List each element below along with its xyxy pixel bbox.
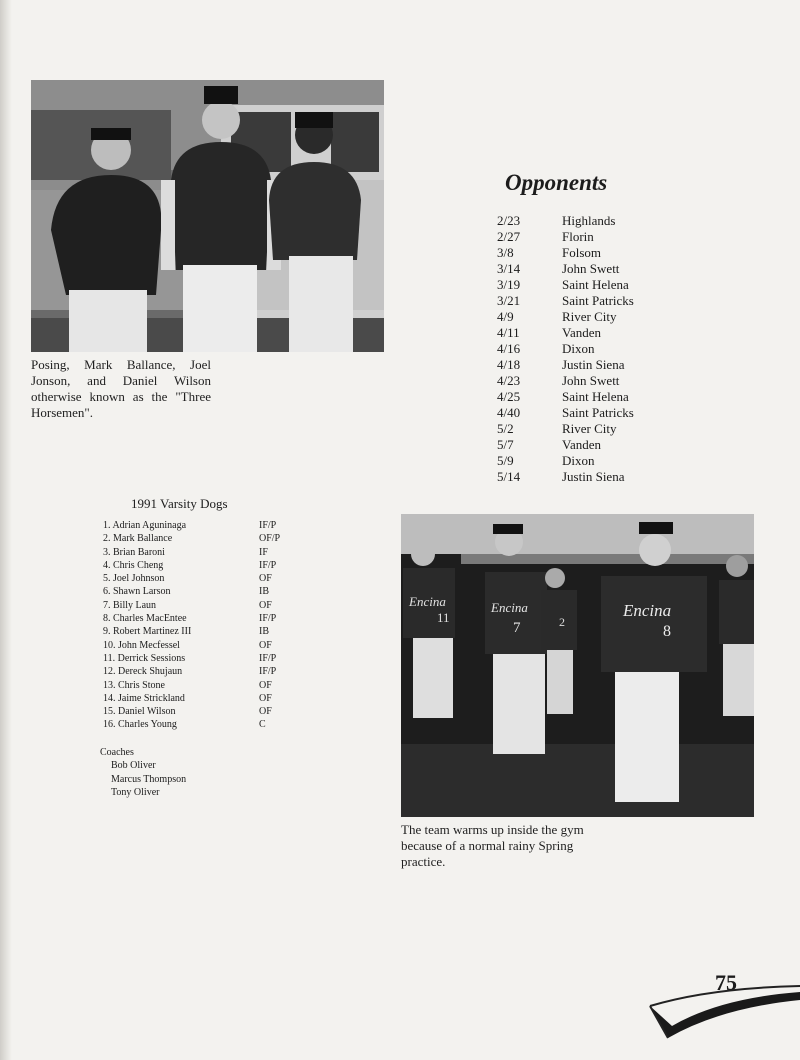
coach-name: Marcus Thompson xyxy=(111,773,187,785)
opponent-team: Dixon xyxy=(562,453,595,468)
bottom-photo-caption: The team warms up inside the gym because of a normal rainy Spring practice. xyxy=(401,822,584,869)
coach-name: Tony Oliver xyxy=(111,786,160,798)
opponent-team: River City xyxy=(562,309,617,324)
roster-row xyxy=(103,546,280,559)
coaches-list xyxy=(100,746,186,799)
player-name: 15. Daniel Wilson xyxy=(103,706,176,718)
schedule-row xyxy=(497,213,634,229)
game-date: 4/18 xyxy=(497,357,521,372)
coach-name: Bob Oliver xyxy=(111,760,156,772)
player-position: OF xyxy=(259,692,272,704)
jersey-team-name: Encina xyxy=(491,600,528,615)
game-date: 4/9 xyxy=(497,309,514,324)
game-date: 4/23 xyxy=(497,373,521,388)
player-name: 3. Brian Baroni xyxy=(103,546,165,558)
three-horsemen-photo xyxy=(31,80,384,352)
roster-row xyxy=(103,585,280,598)
game-date: 5/7 xyxy=(497,437,514,452)
schedule-row xyxy=(497,325,634,341)
page-binding-shadow xyxy=(0,0,12,1060)
varsity-roster xyxy=(103,519,280,732)
player-position: IF/P xyxy=(259,559,277,571)
roster-row xyxy=(103,639,280,652)
game-date: 4/25 xyxy=(497,389,521,404)
player-name: 12. Dereck Shujaun xyxy=(103,666,183,678)
schedule-row xyxy=(497,357,634,373)
player-name: 8. Charles MacEntee xyxy=(103,613,187,625)
jersey-number: 7 xyxy=(513,620,521,636)
player-position: OF xyxy=(259,639,272,651)
roster-row xyxy=(103,692,280,705)
schedule-row xyxy=(497,373,634,389)
opponent-team: Vanden xyxy=(562,437,601,452)
player-name: 11. Derrick Sessions xyxy=(103,652,186,664)
opponent-team: John Swett xyxy=(562,261,620,276)
schedule-row xyxy=(497,245,634,261)
schedule-row xyxy=(497,453,634,469)
game-date: 4/11 xyxy=(497,325,520,340)
roster-row xyxy=(103,679,280,692)
opponent-team: Saint Patricks xyxy=(562,293,634,308)
player-name: 16. Charles Young xyxy=(103,719,177,731)
roster-row xyxy=(103,625,280,638)
player-position: IF/P xyxy=(259,520,277,531)
player-name: 5. Joel Johnson xyxy=(103,573,165,585)
player-name: 6. Shawn Larson xyxy=(103,586,171,598)
player-position: IF/P xyxy=(259,613,277,625)
page-number: 75 xyxy=(715,970,737,995)
schedule-row xyxy=(497,277,634,293)
schedule-row xyxy=(497,309,634,325)
roster-row xyxy=(103,559,280,572)
player-position: IF/P xyxy=(259,666,277,678)
schedule-row xyxy=(497,341,634,357)
schedule-row xyxy=(497,229,634,245)
opponents-schedule xyxy=(497,213,634,485)
player-name: 4. Chris Cheng xyxy=(103,559,164,571)
opponent-team: Florin xyxy=(562,229,594,244)
roster-title: 1991 Varsity Dogs xyxy=(131,496,228,511)
opponent-team: Saint Patricks xyxy=(562,405,634,420)
jersey-number: 11 xyxy=(437,610,450,625)
game-date: 5/14 xyxy=(497,469,521,484)
game-date: 2/27 xyxy=(497,229,521,244)
player-position: OF xyxy=(259,706,272,718)
schedule-row xyxy=(497,469,634,485)
opponents-title: Opponents xyxy=(505,170,608,195)
jersey-team-name: Encina xyxy=(623,601,672,620)
schedule-row xyxy=(497,405,634,421)
player-position: OF xyxy=(259,599,272,611)
game-date: 5/9 xyxy=(497,453,514,468)
schedule-row xyxy=(497,389,634,405)
page-swoosh-graphic xyxy=(640,980,800,1046)
roster-row xyxy=(103,599,280,612)
roster-row xyxy=(103,532,280,545)
opponent-team: Saint Helena xyxy=(562,277,629,292)
player-position: C xyxy=(259,719,266,731)
player-name: 14. Jaime Strickland xyxy=(103,692,185,704)
opponent-team: Saint Helena xyxy=(562,389,629,404)
schedule-row xyxy=(497,293,634,309)
opponent-team: River City xyxy=(562,421,617,436)
opponent-team: Dixon xyxy=(562,341,595,356)
opponent-team: Vanden xyxy=(562,325,601,340)
jersey-team-name: Encina xyxy=(409,594,446,609)
roster-row xyxy=(103,718,280,731)
game-date: 2/23 xyxy=(497,213,521,228)
jersey-number: 8 xyxy=(663,623,671,640)
player-position: OF xyxy=(259,679,272,691)
player-name: 9. Robert Martinez III xyxy=(103,626,192,638)
schedule-row xyxy=(497,437,634,453)
opponent-team: John Swett xyxy=(562,373,620,388)
game-date: 3/8 xyxy=(497,245,514,260)
player-name: 10. John Mecfessel xyxy=(103,639,180,651)
opponent-team: Justin Siena xyxy=(562,357,625,372)
roster-row xyxy=(103,705,280,718)
game-date: 4/40 xyxy=(497,405,521,420)
schedule-row xyxy=(497,421,634,437)
game-date: 3/21 xyxy=(497,293,521,308)
game-date: 3/19 xyxy=(497,277,521,292)
roster-row xyxy=(103,612,280,625)
roster-row xyxy=(103,652,280,665)
team-warmup-photo xyxy=(401,514,754,817)
player-name: 1. Adrian Aguninaga xyxy=(103,520,187,531)
game-date: 4/16 xyxy=(497,341,521,356)
player-position: IB xyxy=(259,626,269,638)
coaches-title: Coaches xyxy=(100,747,134,758)
roster-row xyxy=(103,519,280,532)
jersey-number: 2 xyxy=(559,615,565,629)
player-position: IF xyxy=(259,546,268,558)
schedule-row xyxy=(497,261,634,277)
player-position: OF/P xyxy=(259,533,281,545)
player-name: 7. Billy Laun xyxy=(103,599,157,611)
player-name: 13. Chris Stone xyxy=(103,679,165,691)
roster-row xyxy=(103,665,280,678)
opponent-team: Justin Siena xyxy=(562,469,625,484)
opponent-team: Highlands xyxy=(562,213,616,228)
player-position: IB xyxy=(259,586,269,598)
player-position: IF/P xyxy=(259,652,277,664)
top-photo-caption: Posing, Mark Ballance, Joel Jonson, and Daniel Wilson otherwise known as the "Three Horsemen". xyxy=(31,357,211,420)
player-name: 2. Mark Ballance xyxy=(103,533,173,545)
player-position: OF xyxy=(259,573,272,585)
game-date: 5/2 xyxy=(497,421,514,436)
opponent-team: Folsom xyxy=(562,245,602,260)
game-date: 3/14 xyxy=(497,261,521,276)
roster-row xyxy=(103,572,280,585)
